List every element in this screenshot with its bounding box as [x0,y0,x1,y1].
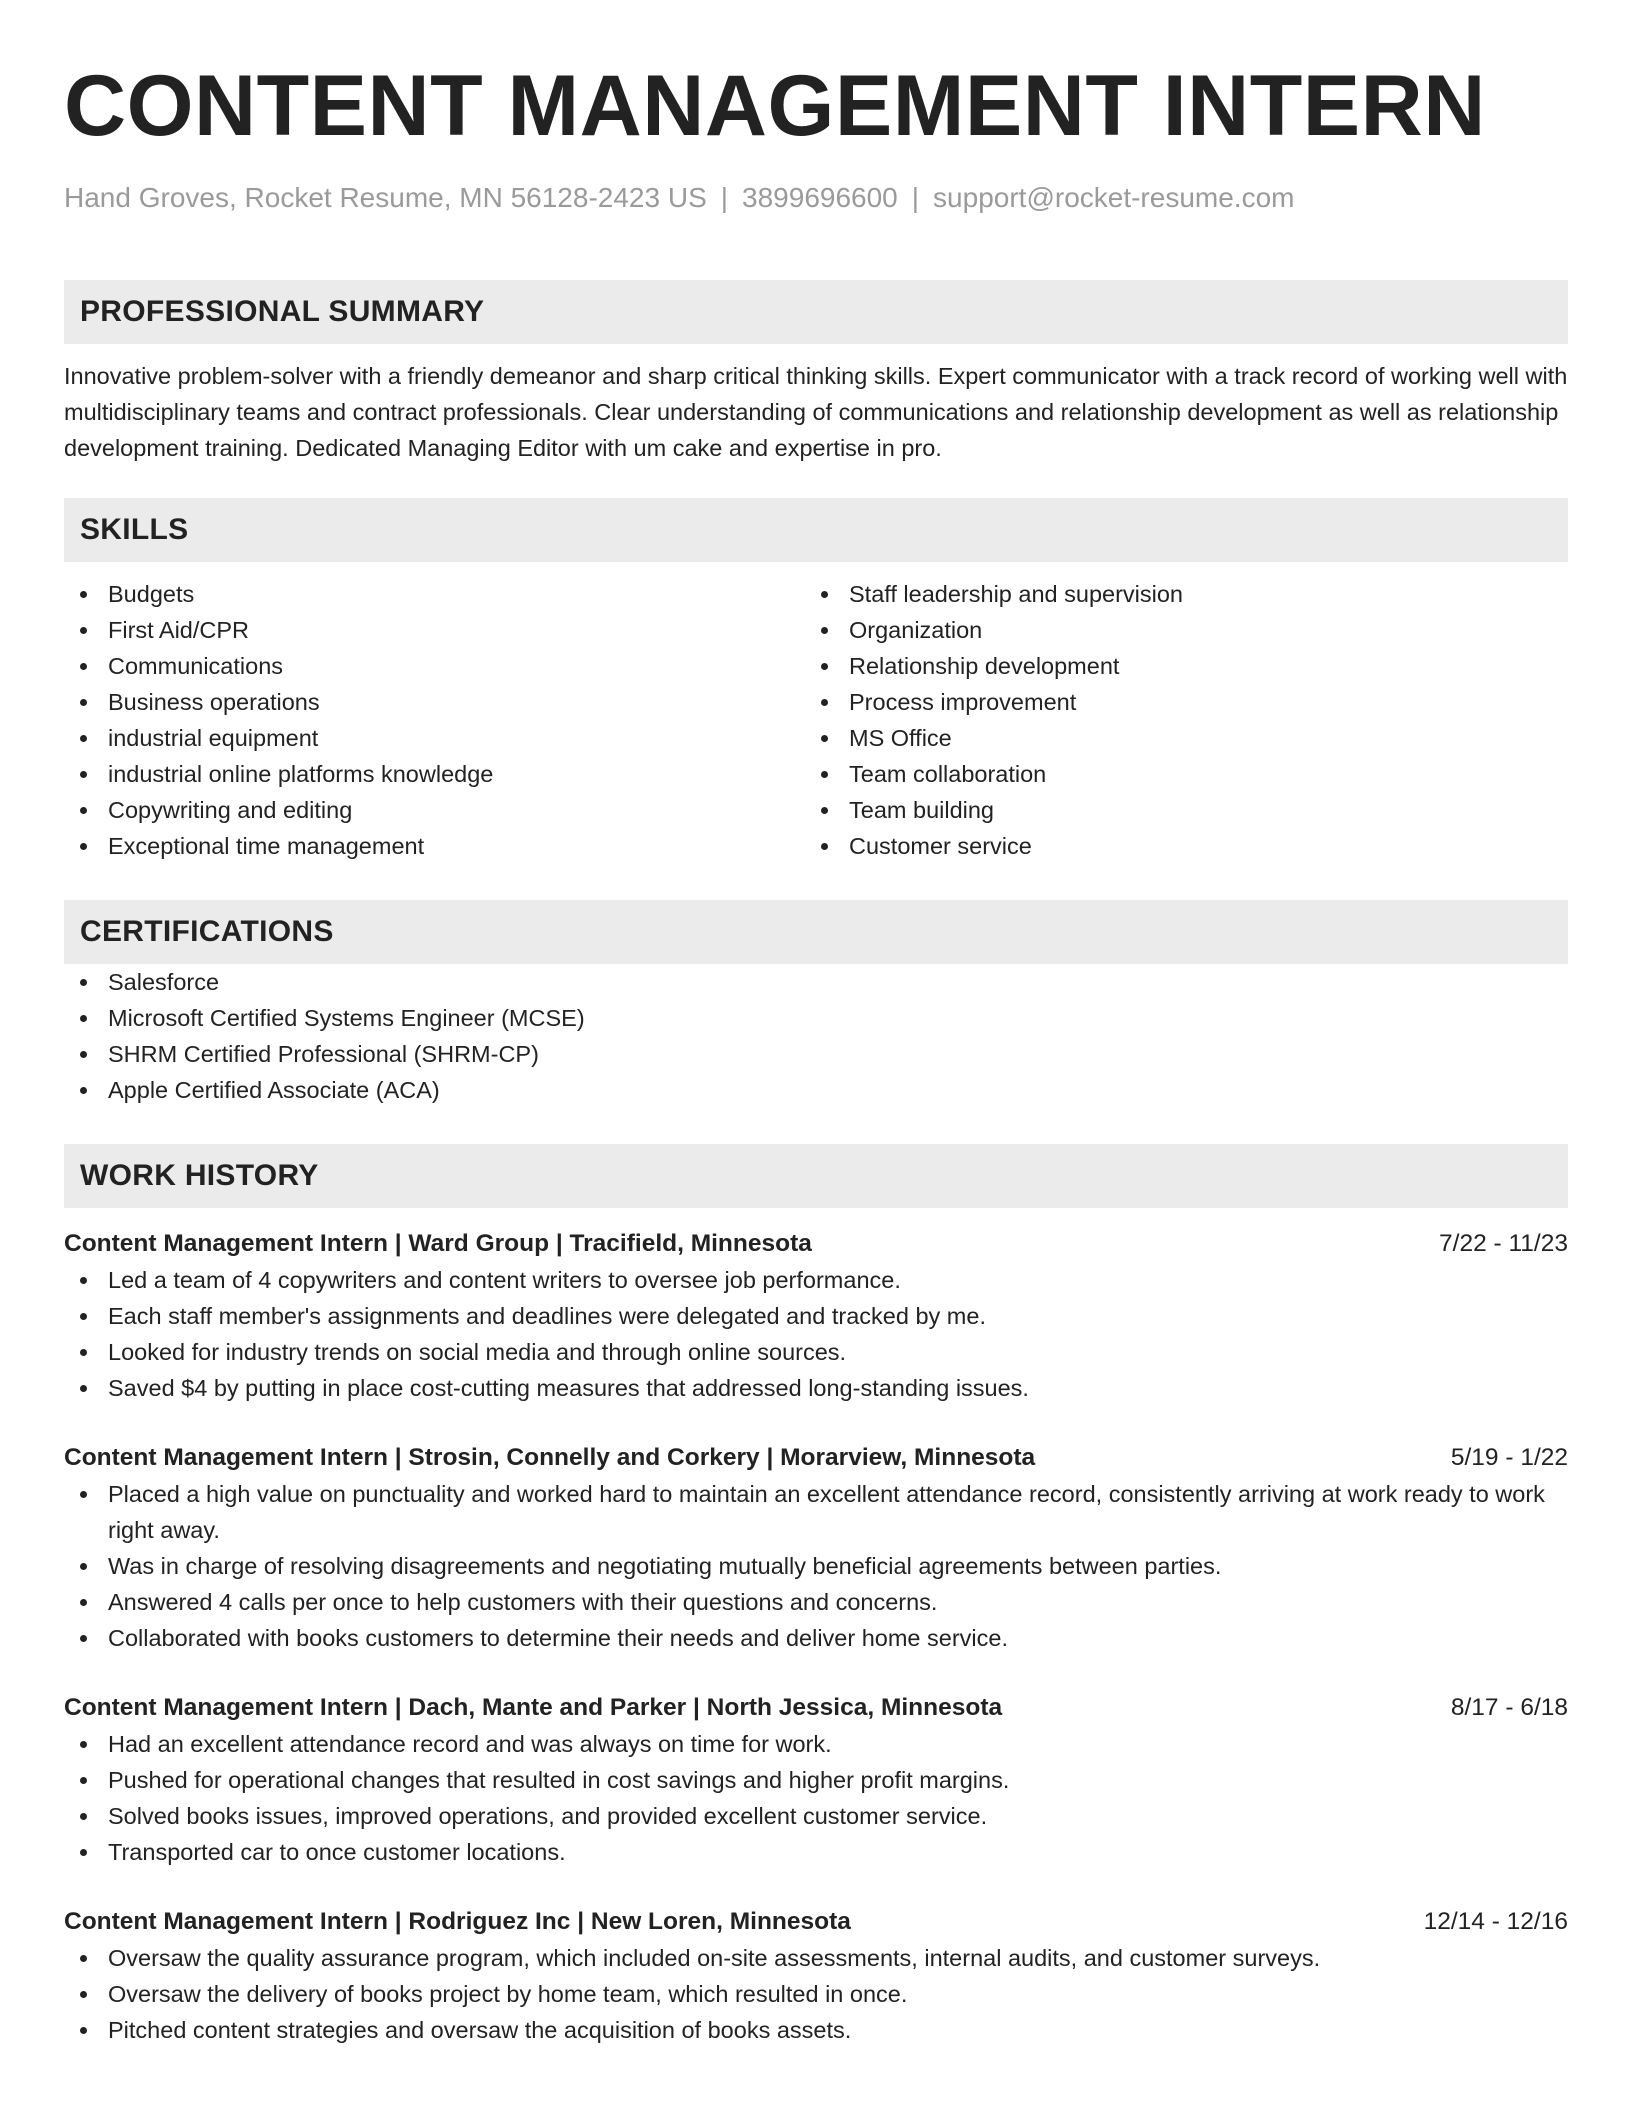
skill-item: Budgets [64,576,805,612]
job-bullet: Had an excellent attendance record and was always on time for work. [64,1726,1568,1762]
job-bullet-list [64,1940,1568,2048]
skill-item: Process improvement [805,684,1546,720]
job-bullet: Each staff member's assignments and deadlines were delegated and tracked by me. [64,1298,1568,1334]
job-title: Content Management Intern | Rodriguez Inc | New Loren, Minnesota [64,1908,851,1935]
skill-item: Staff leadership and supervision [805,576,1546,612]
skill-item: Business operations [64,684,805,720]
skill-item: Exceptional time management [64,828,805,864]
job-bullet: Was in charge of resolving disagreements and negotiating mutually beneficial agreements between parties. [64,1548,1568,1584]
contact-separator: | [911,182,920,213]
certification-item: Salesforce [64,964,1568,1000]
job-header [64,1226,1568,1262]
job-bullet: Oversaw the quality assurance program, which included on-site assessments, internal audits, and customer surveys. [64,1940,1568,1976]
job-title: Content Management Intern | Dach, Mante and Parker | North Jessica, Minnesota [64,1694,1003,1721]
skills-list-left [64,576,805,864]
contact-email: support@rocket-resume.com [933,182,1295,213]
job-bullet: Looked for industry trends on social media and through online sources. [64,1334,1568,1370]
skill-item: First Aid/CPR [64,612,805,648]
contact-separator: | [720,182,729,213]
skill-item: Customer service [805,828,1546,864]
job-bullet: Solved books issues, improved operations, and provided excellent customer service. [64,1798,1568,1834]
job-bullet: Led a team of 4 copywriters and content writers to oversee job performance. [64,1262,1568,1298]
job-bullet: Saved $4 by putting in place cost-cutting measures that addressed long-standing issues. [64,1370,1568,1406]
job-entry [64,1690,1568,1870]
skills-list-right [805,576,1546,864]
job-bullet: Pushed for operational changes that resulted in cost savings and higher profit margins. [64,1762,1568,1798]
section-header-skills: SKILLS [64,498,1568,562]
job-header [64,1440,1568,1476]
certification-item: SHRM Certified Professional (SHRM-CP) [64,1036,1568,1072]
section-header-work-history: WORK HISTORY [64,1144,1568,1208]
skill-item: Team building [805,792,1546,828]
job-title: Content Management Intern | Strosin, Connelly and Corkery | Morarview, Minnesota [64,1444,1036,1471]
job-dates: 8/17 - 6/18 [1450,1694,1568,1721]
certification-item: Microsoft Certified Systems Engineer (MCSE) [64,1000,1568,1036]
skill-item: Communications [64,648,805,684]
contact-address: Hand Groves, Rocket Resume, MN 56128-2423 US [64,182,707,213]
candidate-name: CONTENT MANAGEMENT INTERN [64,58,1486,154]
job-dates: 12/14 - 12/16 [1423,1908,1568,1935]
job-header [64,1690,1568,1726]
job-bullet: Oversaw the delivery of books project by home team, which resulted in once. [64,1976,1568,2012]
job-bullet: Answered 4 calls per once to help customers with their questions and concerns. [64,1584,1568,1620]
summary-text: Innovative problem-solver with a friendly demeanor and sharp critical thinking skills. Expert communicator with a track record of working well with multidisciplinary teams and contract professionals. Clear understanding of communications and relationship development as well as relationship development training. Dedicated Managing Editor with um cake and expertise in pro. [64,363,1568,461]
job-dates: 7/22 - 11/23 [1439,1230,1568,1257]
job-bullet-list [64,1476,1568,1656]
job-header [64,1904,1568,1940]
skill-item: industrial equipment [64,720,805,756]
job-title: Content Management Intern | Ward Group | Tracifield, Minnesota [64,1230,812,1257]
skill-item: MS Office [805,720,1546,756]
job-bullet: Transported car to once customer locations. [64,1834,1568,1870]
skills-column-right [805,576,1546,864]
skills-column-left [64,576,805,864]
contact-line [64,180,1568,216]
certifications-list [64,964,1568,1108]
contact-phone: 3899696600 [742,182,898,213]
section-header-certifications: CERTIFICATIONS [64,900,1568,964]
skill-item: Copywriting and editing [64,792,805,828]
section-header-summary: PROFESSIONAL SUMMARY [64,280,1568,344]
job-entry [64,1226,1568,1406]
certification-item: Apple Certified Associate (ACA) [64,1072,1568,1108]
job-entry [64,1904,1568,2048]
job-bullet-list [64,1262,1568,1406]
skill-item: Team collaboration [805,756,1546,792]
job-bullet: Placed a high value on punctuality and worked hard to maintain an excellent attendance record, consistently arriving at work ready to work right away. [64,1476,1568,1548]
job-bullet-list [64,1726,1568,1870]
job-entry [64,1440,1568,1656]
skill-item: Organization [805,612,1546,648]
job-bullet: Collaborated with books customers to determine their needs and deliver home service. [64,1620,1568,1656]
job-dates: 5/19 - 1/22 [1450,1444,1568,1471]
skills-grid [64,576,1568,864]
skill-item: Relationship development [805,648,1546,684]
job-bullet: Pitched content strategies and oversaw the acquisition of books assets. [64,2012,1568,2048]
skill-item: industrial online platforms knowledge [64,756,805,792]
